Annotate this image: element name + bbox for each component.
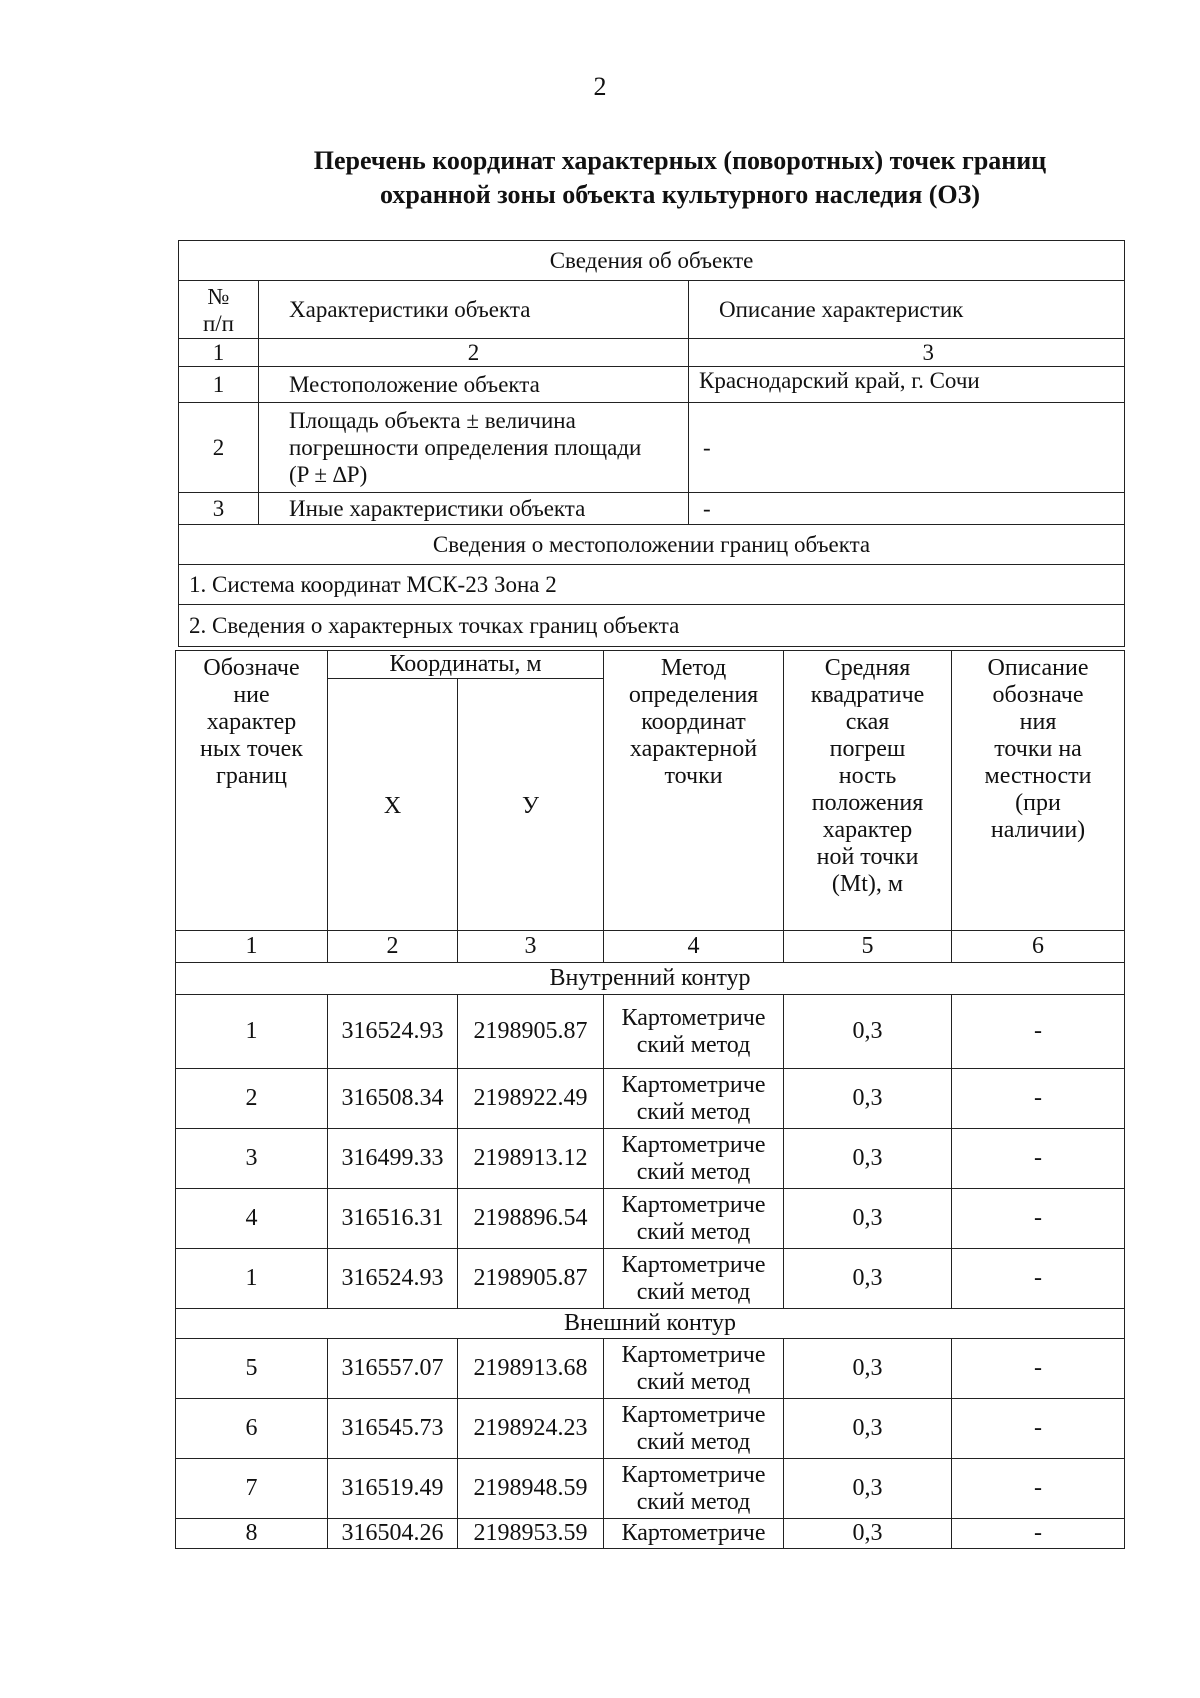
point-error: 0,3 <box>784 1519 952 1549</box>
index-cell: 1 <box>179 339 259 367</box>
col-description-header: Описание характеристик <box>689 281 1125 339</box>
index-row <box>176 931 1125 963</box>
table-row <box>176 1129 1125 1189</box>
col-method-header: Метод определения координат характерной точки <box>604 651 784 931</box>
point-method: Картометриче ский метод <box>604 1459 784 1519</box>
table-row <box>179 403 1125 493</box>
point-x: 316545.73 <box>328 1399 458 1459</box>
point-method: Картометриче <box>604 1519 784 1549</box>
point-method: Картометриче ский метод <box>604 1249 784 1309</box>
point-y: 2198922.49 <box>458 1069 604 1129</box>
point-method: Картометриче ский метод <box>604 1189 784 1249</box>
table-row <box>176 1339 1125 1399</box>
index-cell: 3 <box>458 931 604 963</box>
table-row <box>176 1249 1125 1309</box>
point-method: Картометриче ский метод <box>604 1129 784 1189</box>
row-characteristic: Иные характеристики объекта <box>259 493 689 525</box>
points-heading: 2. Сведения о характерных точках границ объекта <box>179 605 1125 647</box>
table-row <box>176 1189 1125 1249</box>
col-y-header: У <box>458 679 604 931</box>
point-x: 316524.93 <box>328 995 458 1069</box>
table-row <box>179 367 1125 403</box>
point-error: 0,3 <box>784 1249 952 1309</box>
point-description: - <box>952 1069 1125 1129</box>
row-description: - <box>689 493 1125 525</box>
point-description: - <box>952 1189 1125 1249</box>
point-description: - <box>952 1459 1125 1519</box>
point-error: 0,3 <box>784 1129 952 1189</box>
index-cell: 4 <box>604 931 784 963</box>
point-error: 0,3 <box>784 1459 952 1519</box>
point-y: 2198953.59 <box>458 1519 604 1549</box>
point-id: 4 <box>176 1189 328 1249</box>
section-outer-contour: Внешний контур <box>176 1309 1125 1339</box>
col-x-header: X <box>328 679 458 931</box>
point-method: Картометриче ский метод <box>604 1399 784 1459</box>
index-cell: 3 <box>689 339 1125 367</box>
col-designation-header: Обозначе ние характер ных точек границ <box>176 651 328 931</box>
point-x: 316516.31 <box>328 1189 458 1249</box>
point-y: 2198905.87 <box>458 1249 604 1309</box>
location-header: Сведения о местоположении границ объекта <box>179 525 1125 565</box>
point-error: 0,3 <box>784 1339 952 1399</box>
point-y: 2198896.54 <box>458 1189 604 1249</box>
document-title <box>260 144 1100 212</box>
point-method: Картометриче ский метод <box>604 1339 784 1399</box>
col-characteristics-header: Характеристики объекта <box>259 281 689 339</box>
point-id: 2 <box>176 1069 328 1129</box>
point-description: - <box>952 1249 1125 1309</box>
point-x: 316499.33 <box>328 1129 458 1189</box>
col-num-header: № п/п <box>179 281 259 339</box>
row-description: Краснодарский край, г. Сочи <box>689 367 1125 403</box>
point-x: 316519.49 <box>328 1459 458 1519</box>
table-row <box>176 1519 1125 1549</box>
table-row <box>176 1459 1125 1519</box>
index-cell: 6 <box>952 931 1125 963</box>
object-info-table <box>178 240 1125 647</box>
point-method: Картометриче ский метод <box>604 995 784 1069</box>
row-characteristic: Площадь объекта ± величина погрешности определения площади (P ± ∆P) <box>259 403 689 493</box>
point-error: 0,3 <box>784 995 952 1069</box>
point-description: - <box>952 1339 1125 1399</box>
index-cell: 5 <box>784 931 952 963</box>
point-method: Картометриче ский метод <box>604 1069 784 1129</box>
table-row <box>176 1069 1125 1129</box>
point-y: 2198905.87 <box>458 995 604 1069</box>
point-id: 1 <box>176 995 328 1069</box>
row-characteristic: Местоположение объекта <box>259 367 689 403</box>
index-cell: 2 <box>259 339 689 367</box>
row-num: 1 <box>179 367 259 403</box>
point-y: 2198924.23 <box>458 1399 604 1459</box>
row-num: 3 <box>179 493 259 525</box>
col-point-description-header: Описание обозначе ния точки на местности (при наличии) <box>952 651 1125 931</box>
table-row <box>176 995 1125 1069</box>
title-line-2: охранной зоны объекта культурного наследия (ОЗ) <box>379 180 981 209</box>
points-table <box>175 650 1125 1549</box>
point-id: 5 <box>176 1339 328 1399</box>
point-id: 8 <box>176 1519 328 1549</box>
point-x: 316524.93 <box>328 1249 458 1309</box>
point-error: 0,3 <box>784 1069 952 1129</box>
point-description: - <box>952 1129 1125 1189</box>
point-id: 7 <box>176 1459 328 1519</box>
index-row <box>179 339 1125 367</box>
point-description: - <box>952 995 1125 1069</box>
row-description: - <box>689 403 1125 493</box>
page-number: 2 <box>593 72 607 101</box>
row-num: 2 <box>179 403 259 493</box>
point-y: 2198913.12 <box>458 1129 604 1189</box>
index-cell: 1 <box>176 931 328 963</box>
point-y: 2198913.68 <box>458 1339 604 1399</box>
table-row <box>179 493 1125 525</box>
point-description: - <box>952 1519 1125 1549</box>
point-id: 3 <box>176 1129 328 1189</box>
col-coordinates-header: Координаты, м <box>328 651 604 679</box>
point-id: 6 <box>176 1399 328 1459</box>
object-info-header: Сведения об объекте <box>179 241 1125 281</box>
title-line-1: Перечень координат характерных (поворотных) точек границ <box>313 146 1047 175</box>
col-error-header: Средняя квадратиче ская погреш ность положения характер ной точки (Mt), м <box>784 651 952 931</box>
point-x: 316508.34 <box>328 1069 458 1129</box>
point-error: 0,3 <box>784 1399 952 1459</box>
point-x: 316557.07 <box>328 1339 458 1399</box>
point-y: 2198948.59 <box>458 1459 604 1519</box>
section-inner-contour: Внутренний контур <box>176 963 1125 995</box>
point-x: 316504.26 <box>328 1519 458 1549</box>
coordinate-system: 1. Система координат МСК-23 Зона 2 <box>179 565 1125 605</box>
point-error: 0,3 <box>784 1189 952 1249</box>
point-description: - <box>952 1399 1125 1459</box>
index-cell: 2 <box>328 931 458 963</box>
point-id: 1 <box>176 1249 328 1309</box>
table-row <box>176 1399 1125 1459</box>
